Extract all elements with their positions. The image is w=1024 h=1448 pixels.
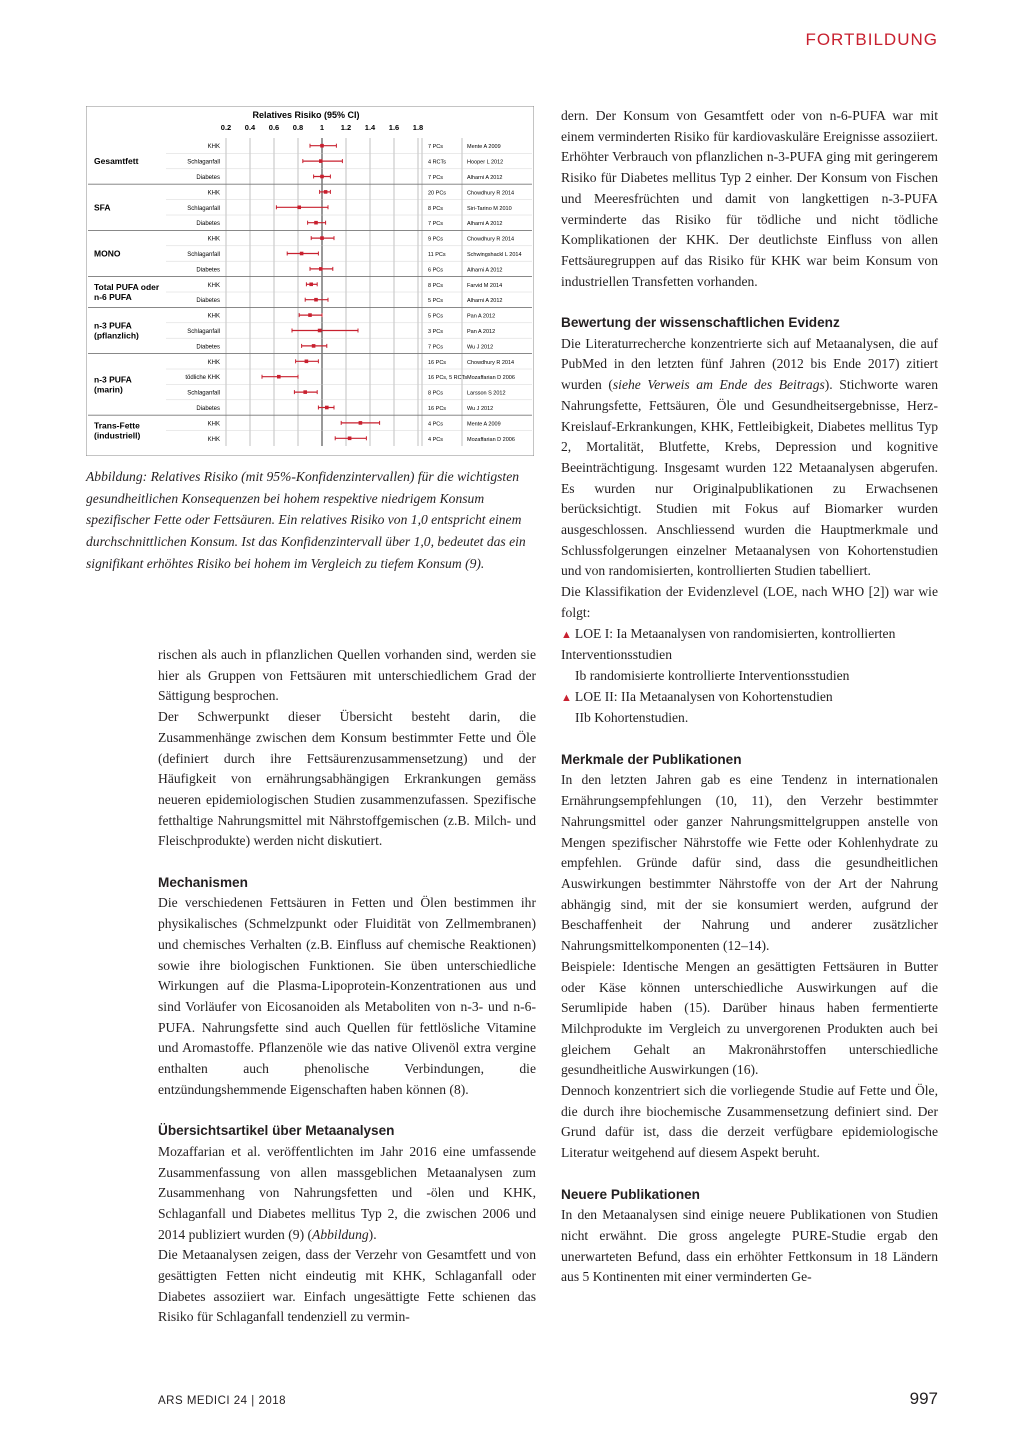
group-label: (industriell)	[94, 430, 141, 441]
outcome-label: Schlaganfall	[187, 390, 220, 397]
point-estimate	[319, 267, 323, 271]
reference: Wu J 2012	[467, 406, 494, 412]
heading-bewertung: Bewertung der wissenschaftlichen Evidenz	[561, 315, 840, 331]
point-estimate	[277, 375, 281, 379]
outcome-label: KHK	[207, 436, 220, 443]
point-estimate	[319, 159, 323, 163]
point-estimate	[359, 421, 363, 425]
triangle-bullet-icon: ▲	[561, 628, 572, 641]
bew1-part-b: ). Stichworte waren Nahrungsfette, Fettsäuren, Öle und Gesundheitsergebnisse, Herz-Kreislauf-Erkrankungen, KHK, Fettleibigkeit, Diabetes mellitus Typ 2, Mortalität, Blutfette, Krebs, Depression und kognitive Beeinträchtigung. Insgesamt wurden 122 Metaanalysen abgerufen. Es wurden nur Originalpublikationen zu Erwachsenen berücksichtigt. Studien mit Fokus auf Biomarker wurden ausgeschlossen. Anschliessend wurden die Hauptmerkmale und Schlussfolgerungen einzelner Metaanalysen von Kohortenstudien und von randomisierten, kontrollierten Studien tabelliert.	[561, 377, 938, 579]
point-estimate	[348, 437, 352, 441]
outcome-label: KHK	[207, 359, 220, 366]
x-tick-label: 1	[319, 123, 325, 132]
group-label: Gesamtfett	[94, 156, 139, 167]
left-column	[158, 645, 536, 1328]
outcome-label: Schlaganfall	[187, 329, 220, 335]
group-label: (marin)	[94, 384, 123, 395]
outcome-label: Schlaganfall	[187, 205, 220, 212]
mechanismen-text: Die verschiedenen Fettsäuren in Fetten und Ölen bestimmen ihr physikalisches (Schmelzpunkt oder Fluidität von Zellmembranen) und chemisches Verhalten (z.B. Einfluss auf chemische Reaktionen) sowie ihre biologischen Funktionen. Sie üben unterschiedliche Wirkungen auf die Plasma-Lipoprotein-Konzentrationen aus und sind Vorläufer von Eicosanoiden als Metaboliten von n-3- und n-6-PUFA. Nahrungsfette sind auch Quellen für fettlösliche Vitamine und Aromastoffe. Pflanzenöle wie das native Olivenöl extra vergine enthalten auch phenolische Verbindungen, die entzündungshemmende Eigenschaften haben können (8).	[158, 895, 536, 1097]
x-tick-label: 0.6	[268, 123, 280, 132]
meta1-part-a: Mozaffarian et al. veröffentlichten im Jahr 2016 eine umfassende Zusammenfassung von allen massgeblichen Metaanalysen zum Zusammenhang von Nahrungsfetten und -ölen und KHK, Schlaganfall und Diabetes mellitus Typ 2, die zwischen 2006 und 2014 publiziert wurden (9) (	[158, 1143, 536, 1242]
outcome-label: Schlaganfall	[187, 159, 220, 166]
chart-title: Relatives Risiko (95% CI)	[252, 110, 360, 120]
figure-caption	[86, 466, 526, 575]
heading-merkmale: Merkmale der Publikationen	[561, 751, 742, 767]
reference: Farvid M 2014	[467, 282, 503, 289]
point-estimate	[325, 406, 329, 410]
group-label: n-3 PUFA	[94, 374, 132, 385]
study-count: 4 PCs	[428, 421, 443, 428]
group-label: n-6 PUFA	[94, 292, 132, 302]
point-estimate	[312, 344, 316, 348]
outcome-label: Diabetes	[196, 406, 220, 412]
outcome-label: KHK	[207, 236, 220, 243]
group-label: n-3 PUFA	[94, 320, 132, 331]
study-count: 4 PCs	[428, 436, 443, 443]
point-estimate	[320, 236, 324, 240]
journal-footer: ARS MEDICI 24 | 2018	[158, 1395, 287, 1407]
x-tick-label: 0.2	[220, 123, 232, 132]
outcome-label: Diabetes	[196, 267, 220, 274]
point-estimate	[320, 144, 324, 148]
study-count: 7 PCs	[428, 144, 443, 151]
outcome-label: Diabetes	[196, 175, 220, 181]
reference: Chowdhury R 2014	[467, 236, 515, 243]
reference: Mente A 2009	[467, 144, 501, 151]
reference: Chowdhury R 2014	[467, 190, 515, 197]
x-tick-label: 1.2	[340, 123, 352, 132]
caption-text: Abbildung: Relatives Risiko (mit 95%-Konfidenzintervallen) für die wichtigsten gesundheitlichen Konsequenzen bei hohem respektive niedrigem Konsum spezifischer Fette oder Fettsäuren. Ein relatives Risiko von 1,0 entspricht einem durchschnittlichen Konsum. Ist das Konfidenzintervall über 1,0, bedeutet das ein signifikant erhöhtes Risiko bei hohem im Vergleich zu tiefem Konsum (9).	[86, 469, 526, 571]
bewertung-text-1	[561, 334, 938, 582]
study-count: 9 PCs	[428, 236, 443, 243]
triangle-bullet-icon: ▲	[561, 691, 572, 704]
study-count: 7 PCs	[428, 175, 443, 181]
left-paragraph-1: rischen als auch in pflanzlichen Quellen vorhanden sind, werden sie hier als Gruppen von Fettsäuren mit unterschiedlichem Grad der Sättigung besprochen.	[158, 647, 536, 704]
reference: Alharni A 2012	[467, 221, 503, 228]
point-estimate	[314, 298, 318, 302]
group-label: MONO	[94, 248, 121, 259]
forest-plot	[86, 106, 534, 456]
page-number: 997	[909, 1389, 938, 1408]
study-count: 3 PCs	[428, 329, 443, 335]
group-label: Total PUFA oder	[94, 282, 160, 292]
left-paragraph-2: Der Schwerpunkt dieser Übersicht besteht darin, die Zusammenhänge zwischen dem Konsum bestimmter Fette und Öle (definiert durch ihre Fettsäurenzusammensetzung) und der Häufigkeit von ernährungsabhängigen Erkrankungen gemäss neueren epidemiologischen Studien zusammenzufassen. Spezifische fetthaltige Nahrungsmittel mit Nährstoffgemischen (z.B. Milch- und Fleischprodukte) werden nicht diskutiert.	[158, 709, 536, 849]
study-count: 7 PCs	[428, 344, 443, 351]
study-count: 5 PCs	[428, 313, 443, 320]
study-count: 4 RCTs	[428, 159, 447, 166]
heading-mechanismen: Mechanismen	[158, 874, 248, 890]
bewertung-text-2: Die Klassifikation der Evidenzlevel (LOE, nach WHO [2]) war wie folgt:	[561, 584, 938, 620]
point-estimate	[324, 190, 328, 194]
point-estimate	[297, 206, 301, 210]
study-count: 8 PCs	[428, 282, 443, 289]
reference: Pan A 2012	[467, 313, 496, 320]
point-estimate	[314, 221, 318, 225]
group-label: Trans-Fette	[94, 420, 140, 431]
study-count: 20 PCs	[428, 190, 447, 197]
outcome-label: tödliche KHK	[185, 375, 220, 382]
merkmale-text-3: Dennoch konzentriert sich die vorliegende Studie auf Fette und Öle, die durch ihre biochemische Zusammensetzung definiert sind. Der Grund dafür ist, dass die derzeit verfügbare epidemiologische Literatur weitgehend auf diesem Aspekt beruht.	[561, 1083, 938, 1161]
point-estimate	[300, 252, 304, 256]
reference: Mozaffarian D 2006	[467, 375, 515, 382]
neuere-text-1: In den Metaanalysen sind einige neuere Publikationen von Studien nicht erwähnt. Die gross angelegte PURE-Studie ergab den unerwarteten Befund, dass ein erhöhter Fettkonsum in 18 Ländern aus 5 Kontinenten mit einer verminderten Ge-	[561, 1207, 938, 1285]
loe-2b: IIb Kohortenstudien.	[575, 710, 689, 726]
metaanalysen-text-2: Die Metaanalysen zeigen, dass der Verzehr von Gesamtfett und von gesättigten Fetten nicht eindeutig mit KHK, Schlaganfall oder Diabetes assoziiert war. Einfach ungesättigte Fette schienen das Risiko für Schlaganfall tendenziell zu vermin-	[158, 1247, 536, 1325]
outcome-label: Diabetes	[196, 221, 220, 228]
reference: Siri-Tarino M 2010	[467, 205, 512, 212]
bew1-part-a: Die Literaturrecherche konzentrierte sich auf Metaanalysen, die auf PubMed in den letzten fünf Jahren (2012 bis Ende 2017) zitiert wurden (	[561, 335, 938, 393]
right-column	[561, 106, 938, 1288]
right-paragraph-1: dern. Der Konsum von Gesamtfett oder von n-6-PUFA war mit einem verminderten Risiko für kardiovaskuläre Ereignisse assoziiert. Erhöhter Verbrauch von pflanzlichen n-3-PUFA ging mit geringerem Risiko für Diabetes mellitus Typ 2 einher. Der Konsum von Fischen und Meeresfrüchten und damit von langkettigen n-3-PUFA verminderte das Risiko für tödliche und nicht tödliche Komplikationen der KHK. Der deutlichste Einfluss von allen Fettsäuregruppen auf das Risiko für KHK war beim Konsum von industriellen Transfetten vorhanden.	[561, 108, 938, 289]
x-tick-label: 0.8	[292, 123, 304, 132]
reference: Alharni A 2012	[467, 298, 503, 305]
reference: Schwingshackl L 2014	[467, 252, 522, 258]
reference: Hooper L 2012	[467, 159, 504, 166]
point-estimate	[320, 175, 324, 179]
x-tick-label: 0.4	[244, 123, 256, 132]
reference: Chowdhury R 2014	[467, 359, 515, 366]
study-count: 16 PCs	[428, 359, 447, 366]
study-count: 16 PCs, 5 RCTs	[428, 375, 468, 382]
loe-1b: Ib randomisierte kontrollierte Interventionsstudien	[575, 667, 850, 683]
x-tick-label: 1.6	[388, 123, 400, 132]
meta1-figure-ref: Abbildung	[312, 1226, 369, 1242]
outcome-label: Diabetes	[196, 298, 220, 305]
outcome-label: KHK	[207, 421, 220, 428]
loe2-text: LOE II: IIa Metaanalysen von Kohortenstudien	[574, 688, 833, 704]
point-estimate	[309, 283, 313, 287]
outcome-label: KHK	[207, 190, 220, 197]
study-count: 8 PCs	[428, 205, 443, 212]
study-count: 7 PCs	[428, 221, 443, 228]
study-count: 16 PCs	[428, 406, 447, 412]
loe-2	[561, 687, 938, 709]
reference: Alharni A 2012	[467, 267, 503, 274]
outcome-label: KHK	[207, 313, 220, 320]
group-label: SFA	[94, 202, 111, 213]
reference: Mente A 2009	[467, 421, 501, 428]
reference: Wu J 2012	[467, 344, 494, 351]
loe-1	[561, 624, 938, 666]
merkmale-text-2: Beispiele: Identische Mengen an gesättigten Fettsäuren in Butter oder Käse können unterschiedliche Auswirkungen auf die Serumlipide haben (15). Darüber hinaus haben fermentierte Milchprodukte im Vergleich zu unvergorenen Produkten auch bei gleichem Gehalt an Makronährstoffen unterschiedliche gesundheitliche Auswirkungen (16).	[561, 958, 938, 1078]
reference: Mozaffarian D 2006	[467, 436, 515, 443]
outcome-label: Diabetes	[196, 344, 220, 351]
point-estimate	[305, 360, 309, 364]
section-header: FORTBILDUNG	[805, 30, 938, 49]
group-label: (pflanzlich)	[94, 330, 139, 341]
reference: Alharni A 2012	[467, 175, 503, 181]
point-estimate	[303, 390, 307, 394]
heading-neuere-publikationen: Neuere Publikationen	[561, 1186, 700, 1202]
reference: Pan A 2012	[467, 329, 496, 335]
point-estimate	[308, 313, 312, 317]
loe1-text: LOE I: Ia Metaanalysen von randomisierten, kontrollierten Interventionsstudien	[561, 625, 896, 663]
merkmale-text-1: In den letzten Jahren gab es eine Tendenz in internationalen Ernährungsempfehlungen (10, 11), den Verzehr bestimmter Nahrungsmittel oder ganzer Nahrungsmittelgruppen anstelle von Mengen spezifischer Nährstoffe wie Fette oder Kohlenhydrate zu empfehlen. Gründe dafür sind, dass die gesundheitlichen Auswirkungen bestimmter Nährstoffe von der Art der Nahrung abhängig sind, mit der sie konsumiert werden, aufgrund der Beschaffenheit der Nahrung und anderer zusätzlicher Nahrungsmittelkomponenten (12–14).	[561, 772, 938, 954]
heading-metaanalysen: Übersichtsartikel über Metaanalysen	[158, 1123, 395, 1139]
outcome-label: KHK	[207, 282, 220, 289]
study-count: 8 PCs	[428, 390, 443, 397]
study-count: 11 PCs	[428, 252, 446, 258]
point-estimate	[318, 329, 322, 333]
x-tick-label: 1.8	[412, 123, 424, 132]
reference: Larsson S 2012	[467, 390, 506, 397]
metaanalysen-text-1	[158, 1142, 536, 1246]
outcome-label: Schlaganfall	[187, 252, 220, 258]
x-tick-label: 1.4	[364, 123, 376, 132]
bew1-ref: siehe Verweis am Ende des Beitrags	[612, 377, 825, 393]
outcome-label: KHK	[207, 144, 220, 151]
meta1-part-b: ).	[368, 1226, 377, 1242]
study-count: 5 PCs	[428, 298, 443, 305]
study-count: 6 PCs	[428, 267, 443, 274]
